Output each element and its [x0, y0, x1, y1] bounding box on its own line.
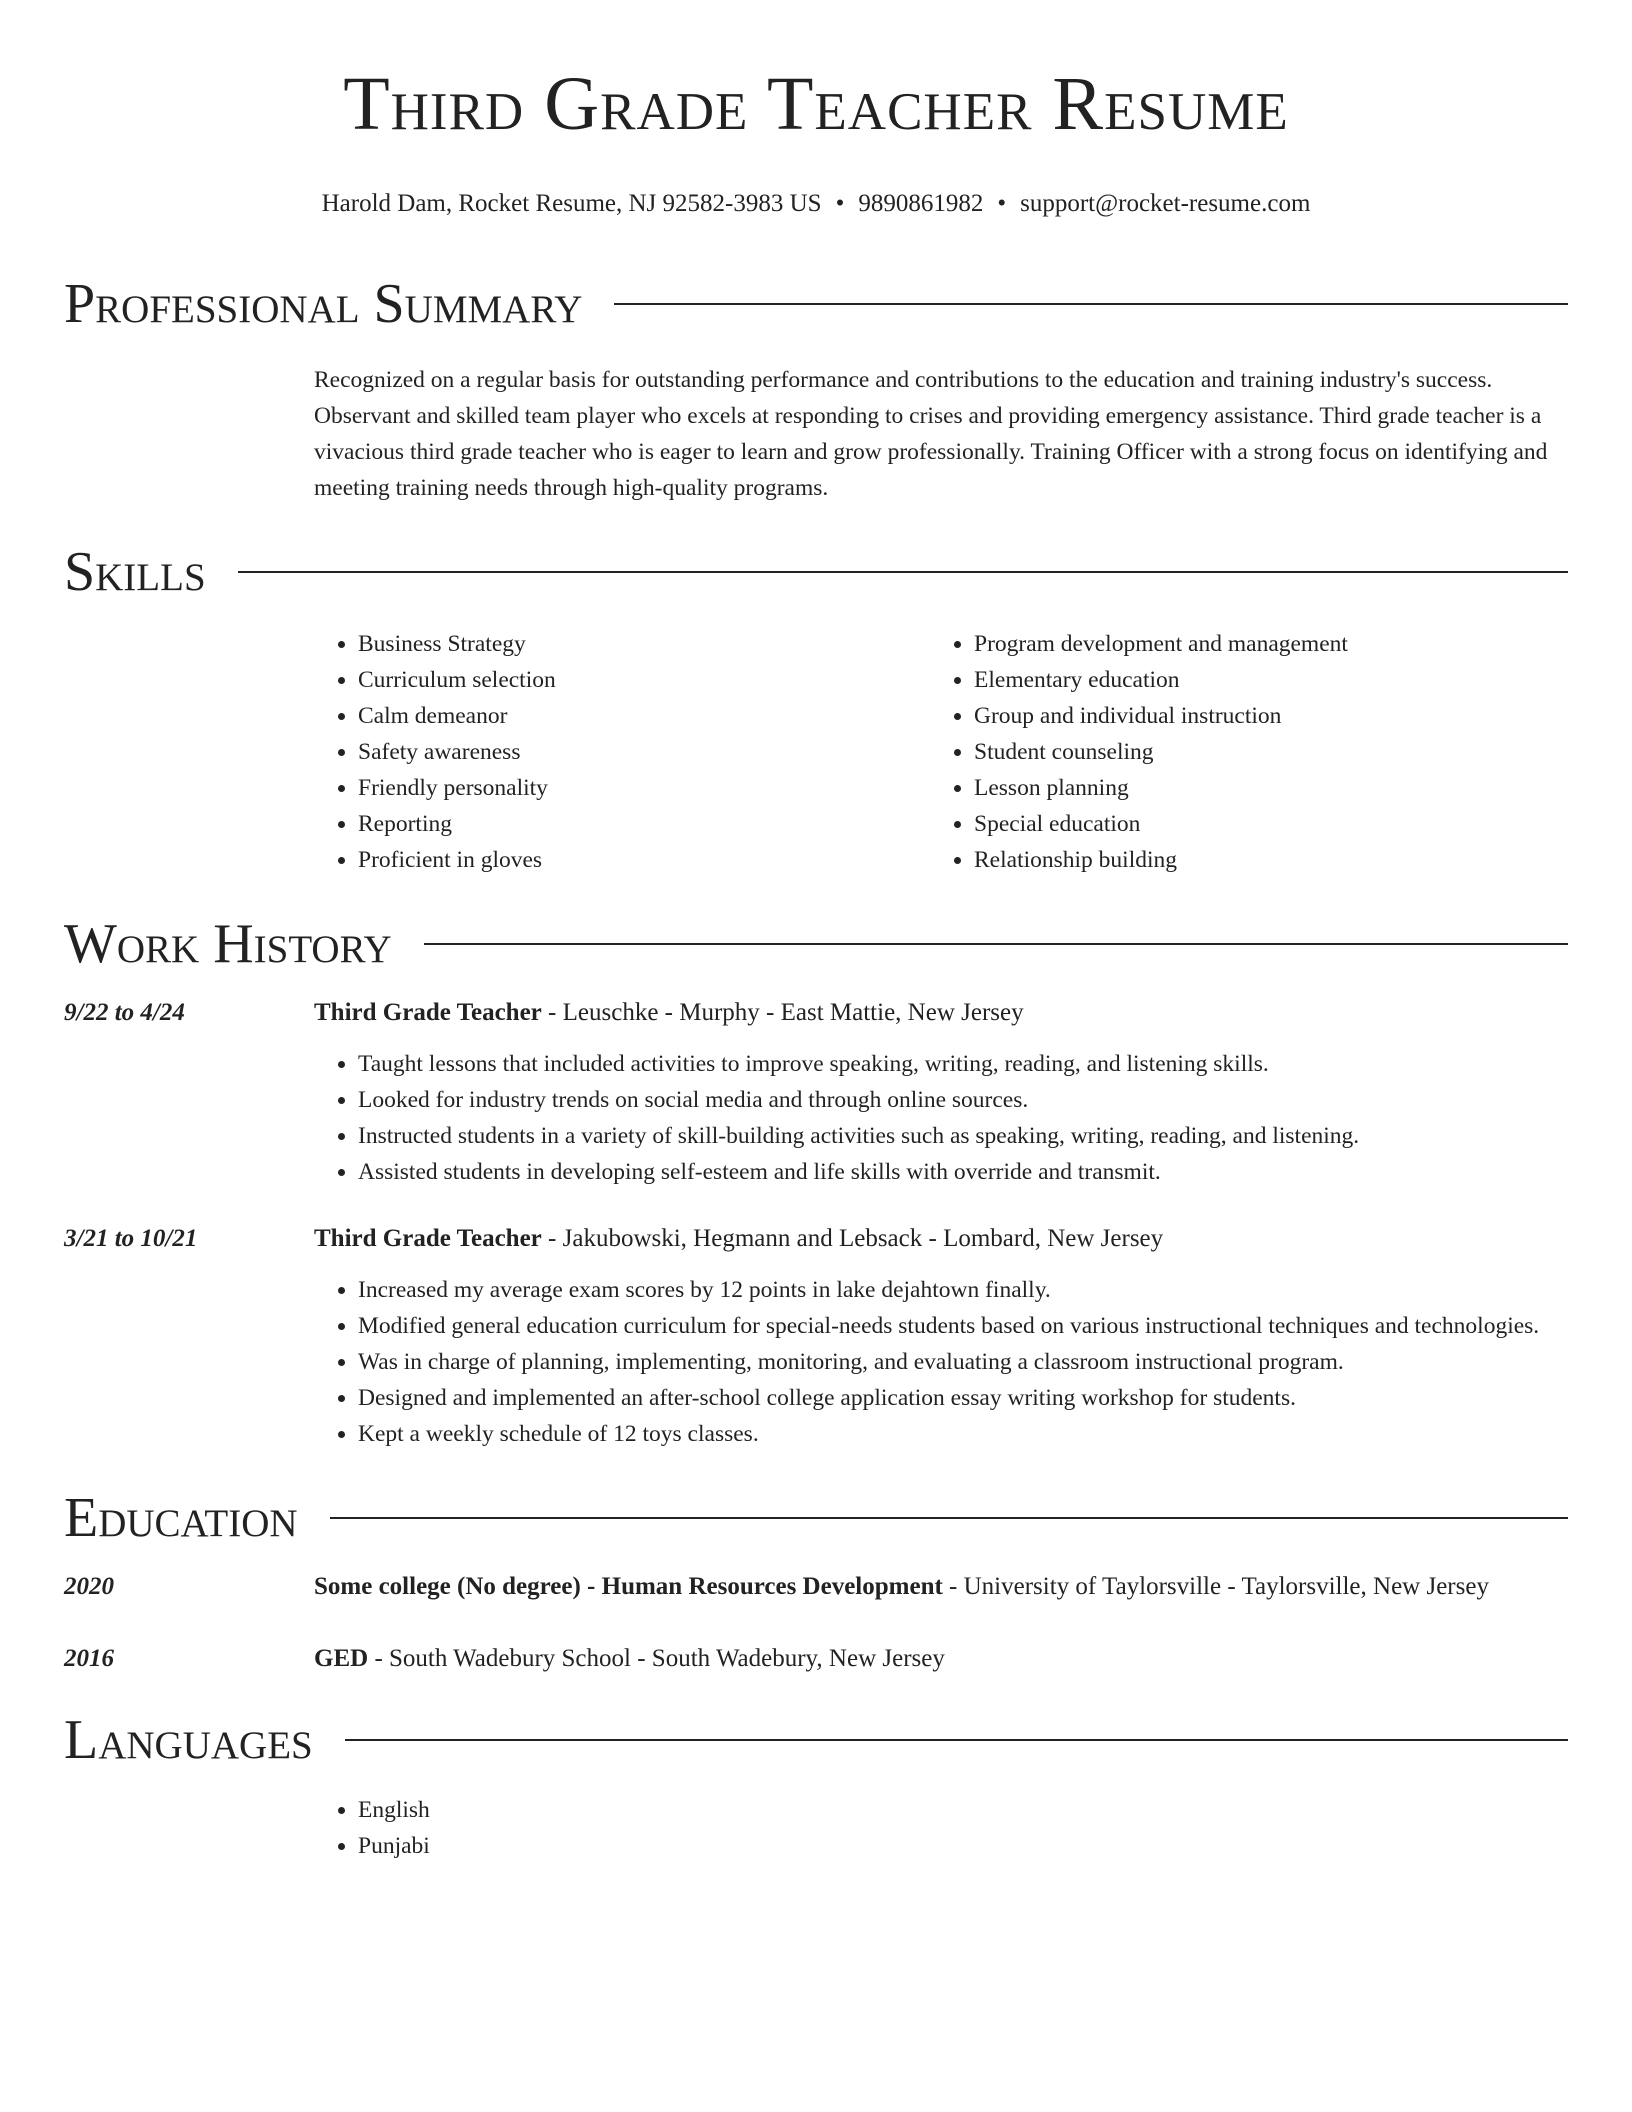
- job-details: - Leuschke - Murphy - East Mattie, New Jersey: [541, 999, 1024, 1026]
- job-details: - Jakubowski, Hegmann and Lebsack - Lombard, New Jersey: [541, 1225, 1164, 1252]
- degree-title: GED: [314, 1645, 369, 1672]
- work-bullet: • Designed and implemented an after-school college application essay writing workshop for students.: [358, 1380, 1568, 1416]
- work-date: 9/22 to 4/24: [64, 999, 185, 1026]
- school-details: - South Wadebury School - South Wadebury, New Jersey: [368, 1645, 945, 1672]
- language-item: • Punjabi: [358, 1828, 1568, 1864]
- work-bullet: • Modified general education curriculum for special-needs students based on various instructional techniques and technologies.: [358, 1308, 1568, 1344]
- section-divider: [238, 571, 1568, 573]
- summary-text: Recognized on a regular basis for outstanding performance and contributions to the education and training industry's success. Observant and skilled team player who excels at responding to crises and providing emergency assistance. Third grade teacher is a vivacious third grade teacher who is eager to learn and grow professionally. Training Officer with a strong focus on identifying and meeting training needs through high-quality programs.: [314, 367, 1548, 501]
- education-heading: Education: [64, 1487, 298, 1549]
- languages-heading: Languages: [64, 1709, 313, 1771]
- work-content: [314, 994, 1568, 1190]
- skill-item: • Relationship building: [974, 842, 1546, 878]
- work-bullets: [314, 1272, 1568, 1452]
- work-content: [314, 1220, 1568, 1452]
- skill-item: • Program development and management: [974, 626, 1546, 662]
- degree-title: Some college (No degree) - Human Resources Development: [314, 1573, 943, 1600]
- work-entry: [64, 1220, 1568, 1452]
- work-bullet: • Instructed students in a variety of skill-building activities such as speaking, writing, reading, and listening.: [358, 1118, 1568, 1154]
- skills-list-left: [314, 626, 930, 878]
- summary-body: [314, 362, 1568, 506]
- skills-list-right: [930, 626, 1546, 878]
- contact-line: [64, 188, 1568, 220]
- section-divider: [345, 1739, 1568, 1741]
- resume-title: Third Grade Teacher Resume: [343, 62, 1289, 146]
- skill-item: • Calm demeanor: [358, 698, 930, 734]
- work-date: 3/21 to 10/21: [64, 1225, 198, 1252]
- contact-address: Harold Dam, Rocket Resume, NJ 92582-3983 US: [321, 190, 822, 217]
- section-divider: [424, 943, 1568, 945]
- skill-item: • Group and individual instruction: [974, 698, 1546, 734]
- work-bullet: • Kept a weekly schedule of 12 toys classes.: [358, 1416, 1568, 1452]
- contact-phone: 9890861982: [858, 190, 984, 217]
- contact-separator: •: [835, 190, 845, 217]
- skill-item: • Proficient in gloves: [358, 842, 930, 878]
- education-entry: [64, 1568, 1568, 1606]
- skill-item: • Elementary education: [974, 662, 1546, 698]
- job-title: Third Grade Teacher: [314, 1225, 542, 1252]
- language-item: • English: [358, 1792, 1568, 1828]
- summary-heading: Professional Summary: [64, 273, 583, 335]
- contact-email[interactable]: support@rocket-resume.com: [1020, 190, 1311, 217]
- contact-separator: •: [997, 190, 1007, 217]
- skill-item: • Reporting: [358, 806, 930, 842]
- education-entry: [64, 1640, 1568, 1678]
- education-date: 2016: [64, 1645, 114, 1672]
- skill-item: • Friendly personality: [358, 770, 930, 806]
- languages-list: [314, 1792, 1568, 1864]
- summary-section-header: [64, 268, 1568, 340]
- skill-item: • Curriculum selection: [358, 662, 930, 698]
- work-bullet: • Assisted students in developing self-esteem and life skills with override and transmit.: [358, 1154, 1568, 1190]
- work-bullet: • Increased my average exam scores by 12 points in lake dejahtown finally.: [358, 1272, 1568, 1308]
- skill-item: • Special education: [974, 806, 1546, 842]
- work-entry: [64, 994, 1568, 1190]
- education-date: 2020: [64, 1573, 114, 1600]
- education-content: [314, 1640, 1568, 1678]
- work-bullets: [314, 1046, 1568, 1190]
- education-section-header: [64, 1482, 1568, 1554]
- work-head: [314, 1220, 1568, 1258]
- work-head: [314, 994, 1568, 1032]
- work-heading: Work History: [64, 913, 392, 975]
- skill-item: • Business Strategy: [358, 626, 930, 662]
- education-content: [314, 1568, 1568, 1606]
- languages-section-header: [64, 1704, 1568, 1776]
- skill-item: • Safety awareness: [358, 734, 930, 770]
- work-bullet: • Looked for industry trends on social media and through online sources.: [358, 1082, 1568, 1118]
- skills-section-header: [64, 536, 1568, 608]
- school-details: - University of Taylorsville - Taylorsville, New Jersey: [942, 1573, 1489, 1600]
- section-divider: [330, 1517, 1568, 1519]
- work-bullet: • Was in charge of planning, implementing, monitoring, and evaluating a classroom instructional program.: [358, 1344, 1568, 1380]
- work-section-header: [64, 908, 1568, 980]
- skills-grid: [314, 626, 1568, 878]
- skills-heading: Skills: [64, 541, 206, 603]
- skill-item: • Lesson planning: [974, 770, 1546, 806]
- languages-body: [314, 1792, 1568, 1864]
- section-divider: [614, 303, 1568, 305]
- work-bullet: • Taught lessons that included activities to improve speaking, writing, reading, and listening skills.: [358, 1046, 1568, 1082]
- job-title: Third Grade Teacher: [314, 999, 542, 1026]
- skill-item: • Student counseling: [974, 734, 1546, 770]
